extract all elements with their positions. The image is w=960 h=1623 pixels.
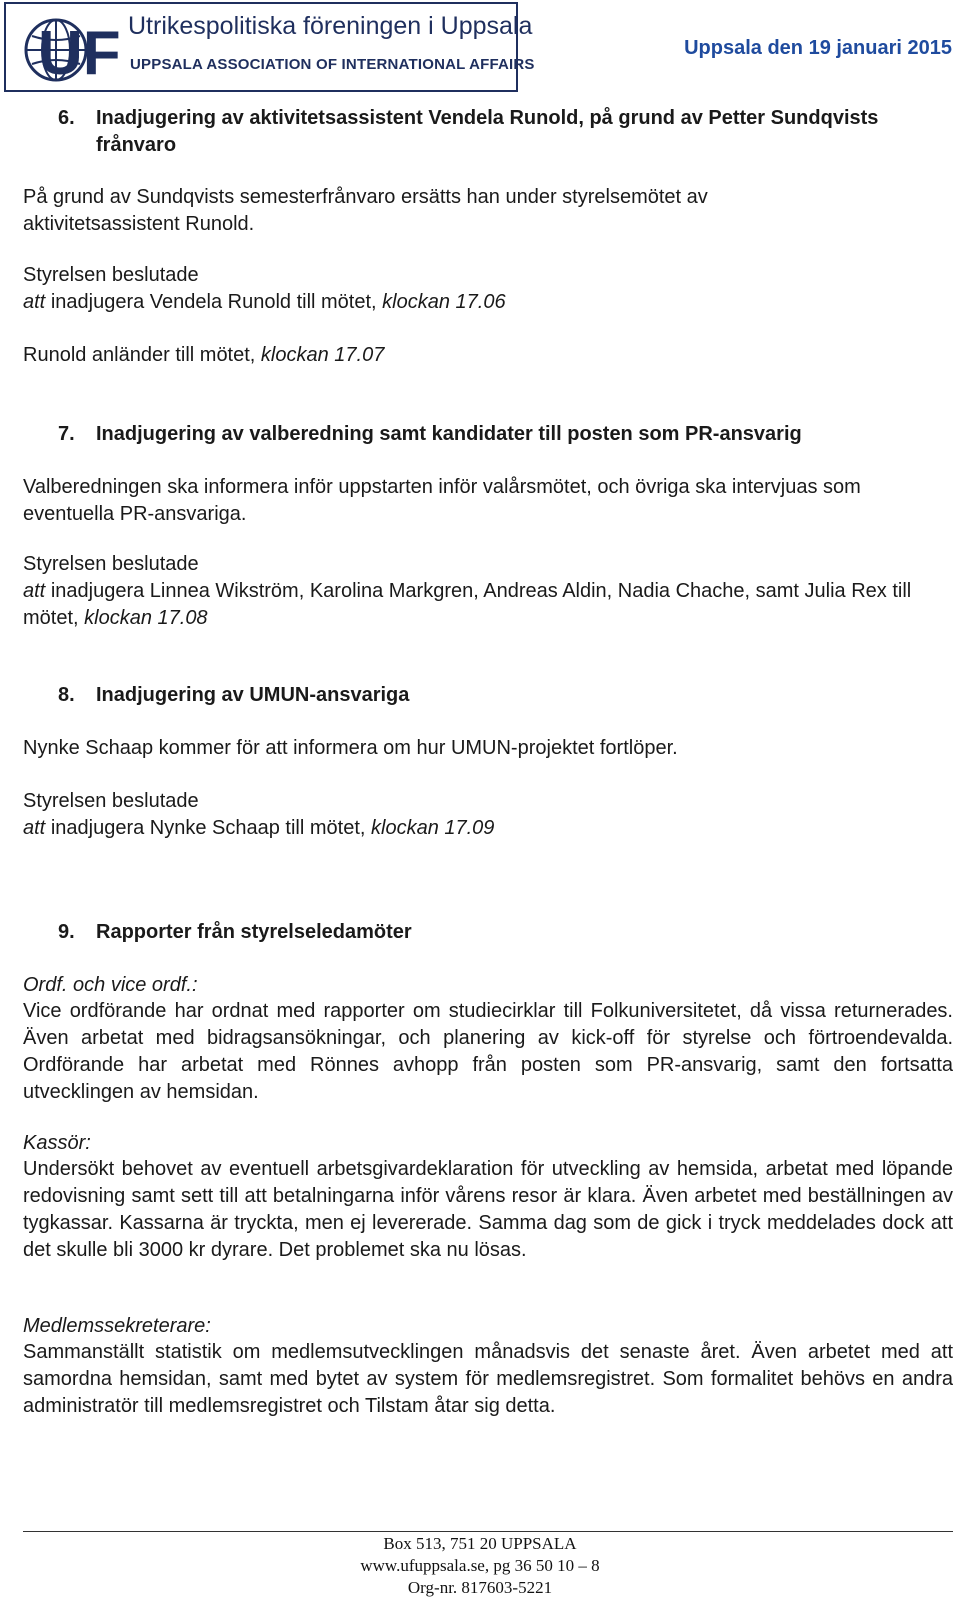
section-number: 7. (58, 423, 75, 445)
section-7-paragraph: Valberedningen ska informera inför uppstarten inför valårsmötet, och övriga ska intervjuas som eventuella PR-ansvariga. (23, 476, 861, 525)
att-label: att (23, 817, 46, 839)
kassor-report: Undersökt behovet av eventuell arbetsgivardeklaration för utveckling av hemsida, arbetat med löpande redovisning samt sett till att betalningarna inför vårens resor är klara. Även arbetet med beställningen av tygkassar. Kassarna är tryckta, men ej levererade. Samma dag som de gick i tryck meddelades dock att det skulle bli 3000 kr dyrare. Det problemet ska nu lösas. (23, 1158, 953, 1261)
section-7-decision (23, 578, 913, 632)
footer-web-phone: www.ufuppsala.se, pg 36 50 10 – 8 (360, 1556, 600, 1575)
section-8-decision (23, 815, 953, 842)
ordf-label: Ordf. och vice ordf.: (23, 974, 198, 996)
medlem-label: Medlemssekreterare: (23, 1315, 211, 1337)
section-8-paragraph: Nynke Schaap kommer för att informera om hur UMUN-projektet fortlöper. (23, 737, 678, 759)
kassor-label: Kassör: (23, 1132, 91, 1154)
footer-address: Box 513, 751 20 UPPSALA (383, 1534, 577, 1553)
section-6-decided: Styrelsen beslutade (23, 264, 199, 286)
organization-logo (4, 2, 535, 92)
section-6-paragraph: På grund av Sundqvists semesterfrånvaro ersätts han under styrelsemötet av aktivitetsassistent Runold. (23, 186, 708, 235)
medlem-report: Sammanställt statistik om medlemsutvecklingen månadsvis det senaste året. Även arbetet med att samordna hemsidan, samt med bytet av system för medlemsregistret. Som formalitet behövs en andra administratör till medlemsregistret och Tilstam åtar sig detta. (23, 1341, 953, 1417)
footer-org-nr: Org-nr. 817603-5221 (407, 1578, 553, 1597)
section-7-heading (58, 421, 938, 448)
section-8-decided: Styrelsen beslutade (23, 790, 199, 812)
decision-time: klockan 17.06 (382, 291, 506, 313)
organization-name: Utrikespolitiska föreningen i Uppsala (128, 12, 533, 40)
section-title: Inadjugering av valberedning samt kandidater till posten som PR-ansvarig (96, 423, 802, 445)
section-9-heading (58, 919, 938, 946)
arrival-time: klockan 17.07 (260, 344, 385, 366)
footer-divider (23, 1531, 953, 1532)
decision-text: inadjugera Vendela Runold till mötet, (50, 291, 377, 313)
arrival-text: Runold anländer till mötet, (23, 344, 256, 366)
decision-time: klockan 17.09 (371, 817, 495, 839)
document-date: Uppsala den 19 januari 2015 (684, 37, 952, 59)
att-label: att (23, 291, 46, 313)
att-label: att (23, 580, 46, 602)
decision-time: klockan 17.08 (84, 607, 208, 629)
section-number: 9. (58, 921, 75, 943)
organization-english-name: UPPSALA ASSOCIATION OF INTERNATIONAL AFFAIRS (130, 56, 535, 73)
section-title: Inadjugering av aktivitetsassistent Vendela Runold, på grund av Petter Sundqvists frånvaro (96, 107, 879, 156)
section-6-decision (23, 289, 953, 316)
section-8-heading (58, 682, 938, 709)
logo-letters: UF (38, 19, 121, 88)
section-title: Rapporter från styrelseledamöter (96, 921, 412, 943)
section-number: 6. (58, 107, 75, 129)
section-number: 8. (58, 684, 75, 706)
section-6-heading (58, 105, 938, 159)
section-6-arrival (23, 342, 953, 369)
section-7-decided: Styrelsen beslutade (23, 553, 199, 575)
globe-emblem-icon (16, 8, 136, 88)
decision-text: inadjugera Nynke Schaap till mötet, (50, 817, 366, 839)
section-title: Inadjugering av UMUN-ansvariga (96, 684, 410, 706)
decision-text: inadjugera Linnea Wikström, Karolina Markgren, Andreas Aldin, Nadia Chache, samt Julia Rex till mötet, (23, 580, 912, 629)
ordf-report: Vice ordförande har ordnat med rapporter om studiecirklar till Folkuniversitetet, då vissa returnerades. Även arbetat med bidragsansökningar, och planering av kick-off för styrelse och förtroendevalda. Ordförande har arbetat med Rönnes avhopp från posten som PR-ansvarig, samt den fortsatta utvecklingen av hemsidan. (23, 1000, 953, 1103)
